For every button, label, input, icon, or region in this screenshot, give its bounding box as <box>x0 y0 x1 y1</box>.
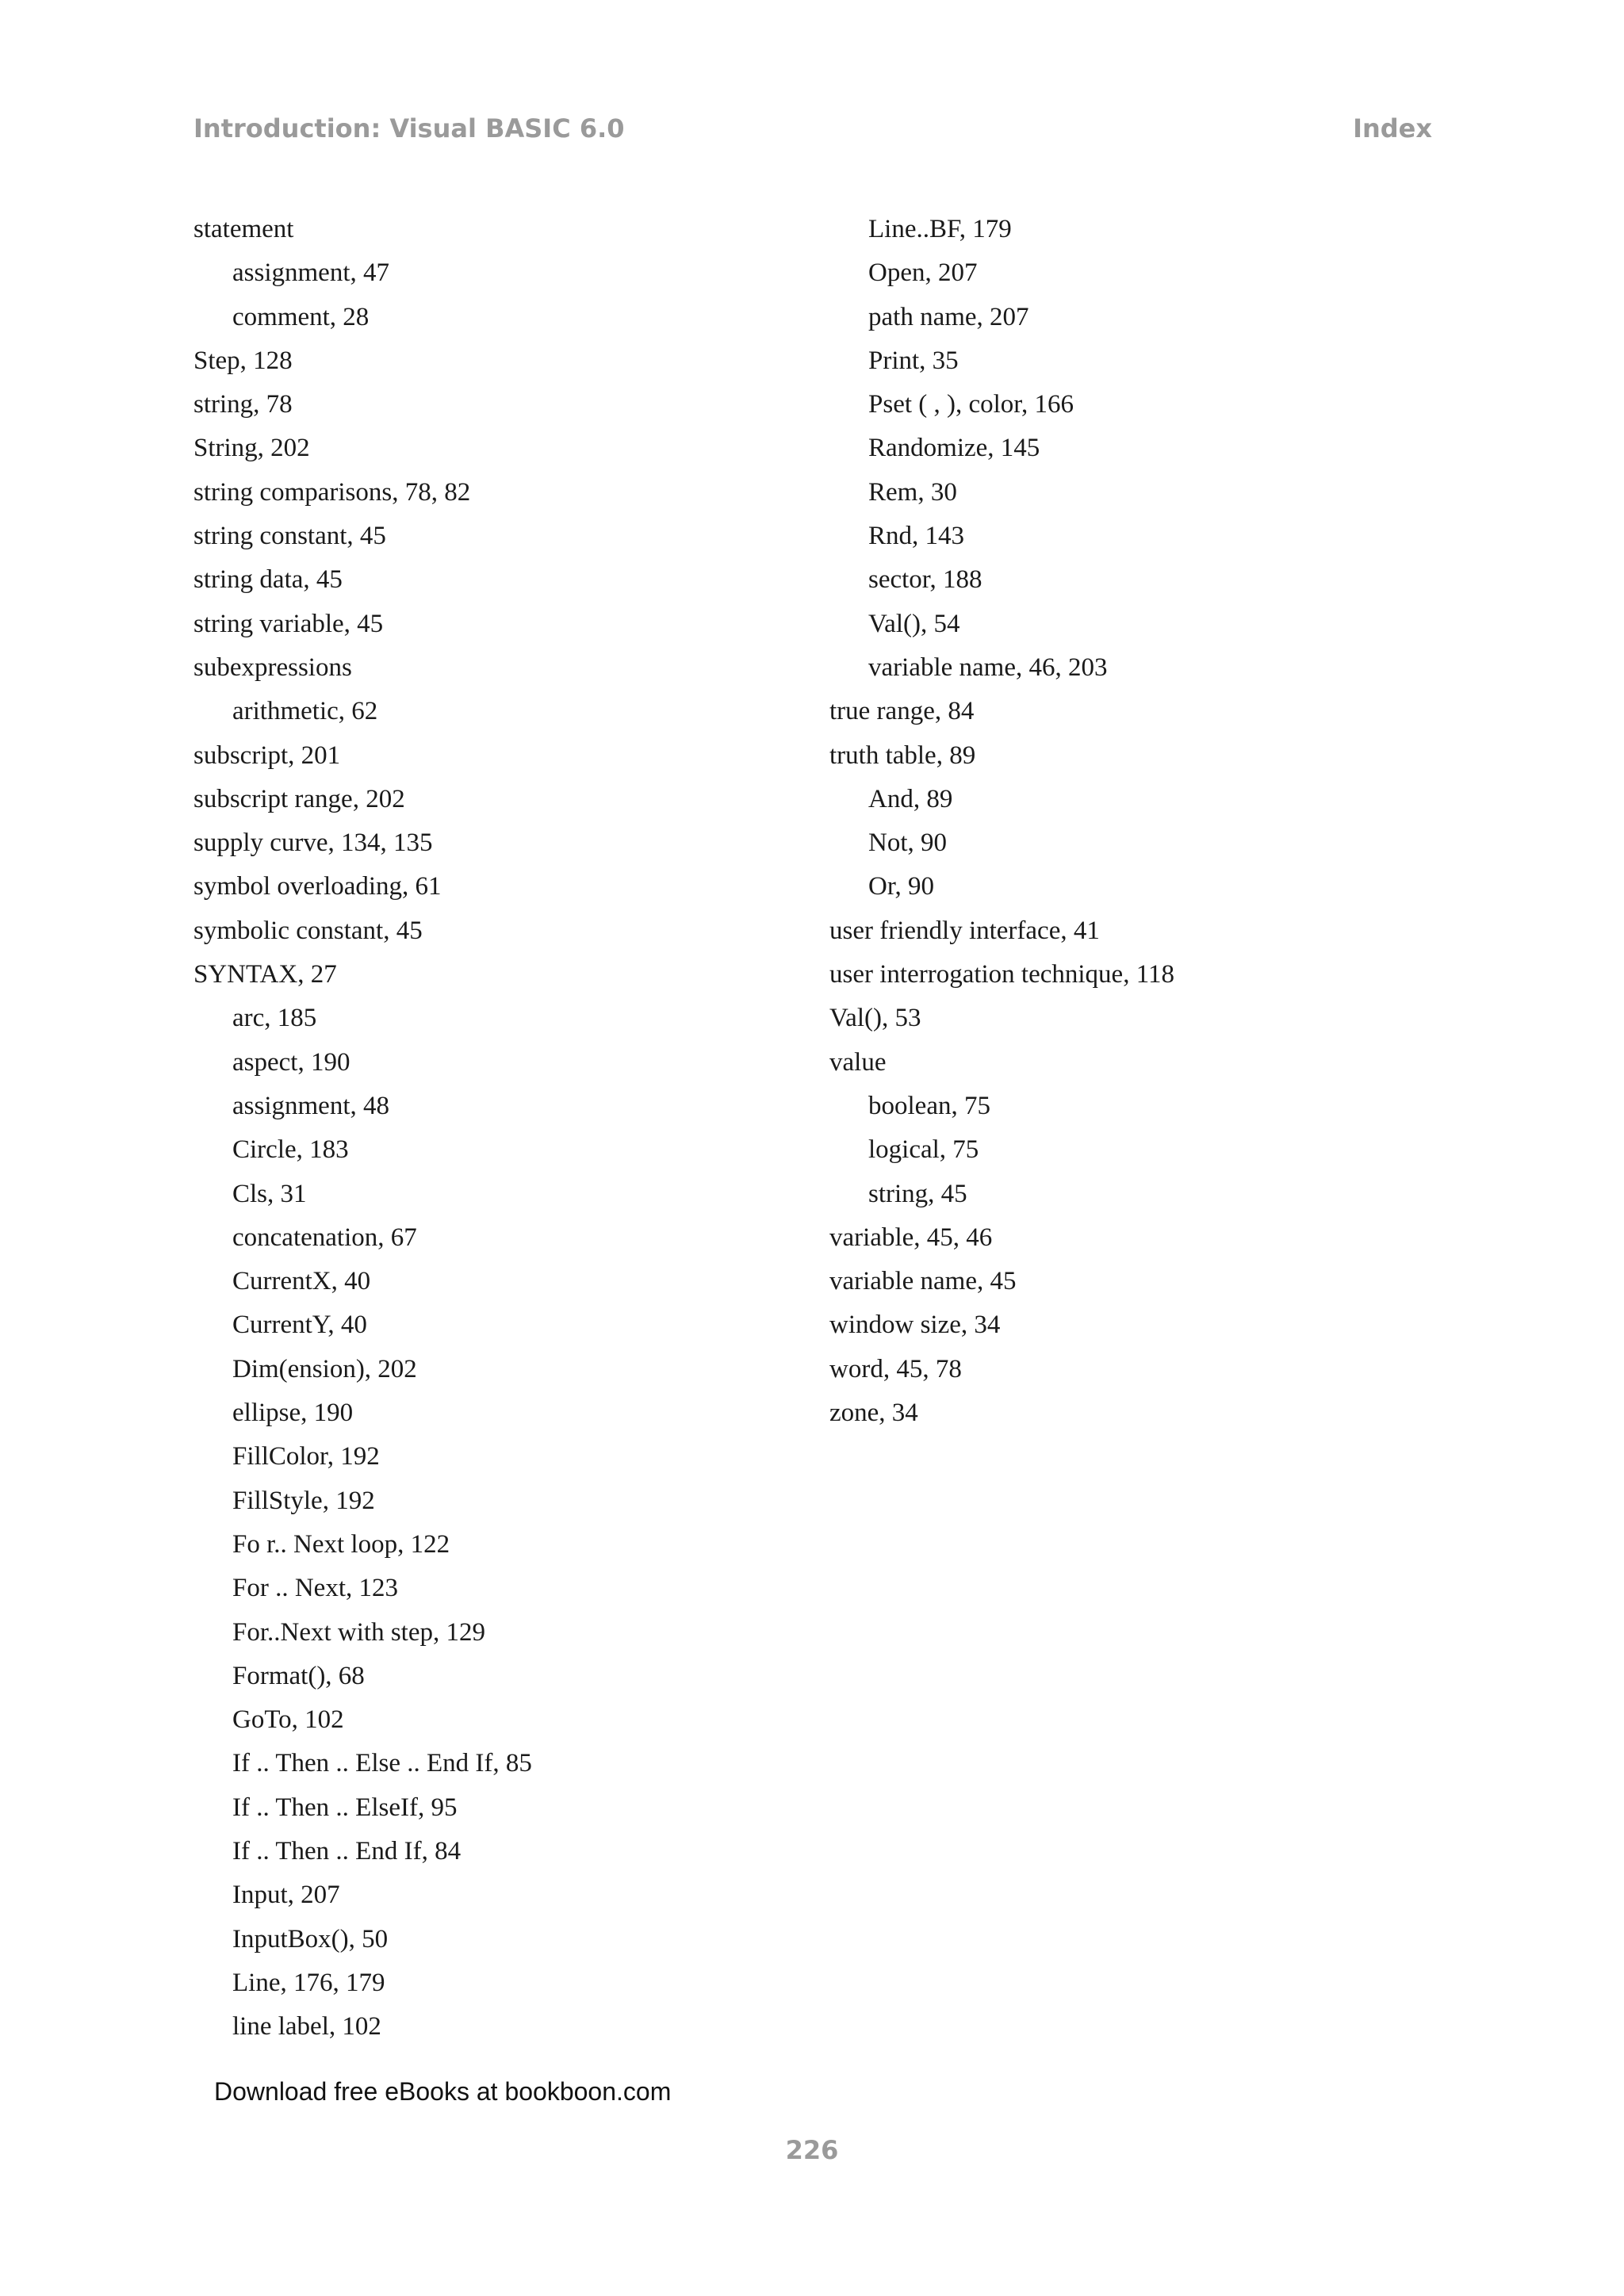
index-subentry: arithmetic, 62 <box>232 697 378 726</box>
index-subentry: Dim(ension), 202 <box>232 1354 417 1383</box>
index-entry: user friendly interface, 41 <box>829 916 1100 945</box>
index-entry: supply curve, 134, 135 <box>193 828 433 858</box>
index-subentry: If .. Then .. Else .. End If, 85 <box>232 1749 532 1778</box>
index-subentry: CurrentY, 40 <box>232 1311 367 1340</box>
index-subentry: string, 45 <box>868 1179 967 1208</box>
index-entry: string, 78 <box>193 390 293 419</box>
download-ebooks-link[interactable]: Download free eBooks at bookboon.com <box>214 2077 672 2106</box>
index-entry: string data, 45 <box>193 565 343 595</box>
index-entry: string variable, 45 <box>193 609 384 638</box>
page-number: 226 <box>785 2135 839 2165</box>
section-title: Index <box>1353 113 1432 144</box>
index-subentry: Open, 207 <box>868 258 978 288</box>
index-entry: word, 45, 78 <box>829 1354 962 1383</box>
index-entry: symbolic constant, 45 <box>193 916 423 945</box>
index-column-left <box>193 208 796 2049</box>
index-subentry: ellipse, 190 <box>232 1399 354 1428</box>
index-subentry: line label, 102 <box>232 2012 381 2042</box>
index-subentry: Format(), 68 <box>232 1661 365 1690</box>
index-entry: zone, 34 <box>829 1399 918 1428</box>
book-title: Introduction: Visual BASIC 6.0 <box>193 113 625 144</box>
index-subentry: Val(), 54 <box>868 609 960 638</box>
index-entry: Step, 128 <box>193 346 293 375</box>
index-subentry: assignment, 47 <box>232 258 389 288</box>
index-subentry: Fo r.. Next loop, 122 <box>232 1529 450 1559</box>
index-entry: true range, 84 <box>829 697 975 726</box>
index-subentry: InputBox(), 50 <box>232 1924 389 1954</box>
index-subentry: CurrentX, 40 <box>232 1267 371 1296</box>
index-subentry: logical, 75 <box>868 1135 979 1165</box>
index-subentry: Pset ( , ), color, 166 <box>868 390 1074 419</box>
index-subentry: FillColor, 192 <box>232 1442 380 1471</box>
index-entry: variable, 45, 46 <box>829 1223 993 1252</box>
index-subentry: aspect, 190 <box>232 1047 350 1077</box>
running-head <box>193 113 1432 148</box>
index-subentry: And, 89 <box>868 784 953 813</box>
index-subentry: Rem, 30 <box>868 477 957 507</box>
index-entry: subscript range, 202 <box>193 784 405 813</box>
index-entry: variable name, 45 <box>829 1267 1017 1296</box>
index-entry: user interrogation technique, 118 <box>829 960 1174 989</box>
index-entry: String, 202 <box>193 434 310 463</box>
index-subentry: boolean, 75 <box>868 1091 990 1120</box>
index-subentry: assignment, 48 <box>232 1091 389 1120</box>
index-subentry: Circle, 183 <box>232 1135 349 1165</box>
index-entry: subexpressions <box>193 652 352 682</box>
index-subentry: comment, 28 <box>232 302 370 331</box>
index-subentry: If .. Then .. End If, 84 <box>232 1836 462 1866</box>
index-subentry: path name, 207 <box>868 302 1029 331</box>
index-subentry: Line, 176, 179 <box>232 1968 385 1997</box>
index-subentry: concatenation, 67 <box>232 1223 417 1252</box>
index-entry: string comparisons, 78, 82 <box>193 477 471 507</box>
index-entry: symbol overloading, 61 <box>193 872 442 901</box>
index-subentry: Not, 90 <box>868 828 947 858</box>
index-subentry: Input, 207 <box>232 1881 340 1910</box>
index-subentry: For..Next with step, 129 <box>232 1617 485 1647</box>
index-subentry: FillStyle, 192 <box>232 1486 375 1515</box>
index-subentry: Print, 35 <box>868 346 959 375</box>
index-entry: window size, 34 <box>829 1311 1001 1340</box>
index-entry: string constant, 45 <box>193 522 386 551</box>
index-subentry: Or, 90 <box>868 872 934 901</box>
index-subentry: variable name, 46, 203 <box>868 652 1108 682</box>
index-subentry: sector, 188 <box>868 565 982 595</box>
index-subentry: arc, 185 <box>232 1004 317 1033</box>
index-subentry: Cls, 31 <box>232 1179 307 1208</box>
index-subentry: Rnd, 143 <box>868 522 965 551</box>
index-entry: value <box>829 1047 887 1077</box>
index-entry: subscript, 201 <box>193 740 341 770</box>
index-entry: statement <box>193 215 294 243</box>
index-subentry: If .. Then .. ElseIf, 95 <box>232 1793 458 1822</box>
index-column-right <box>829 208 1432 1435</box>
index-subentry: GoTo, 102 <box>232 1705 344 1735</box>
index-entry: SYNTAX, 27 <box>193 960 337 989</box>
index-subentry: For .. Next, 123 <box>232 1574 398 1603</box>
index-subentry: Randomize, 145 <box>868 434 1040 463</box>
index-subentry: Line..BF, 179 <box>868 215 1012 243</box>
index-entry: Val(), 53 <box>829 1004 921 1033</box>
index-entry: truth table, 89 <box>829 740 976 770</box>
